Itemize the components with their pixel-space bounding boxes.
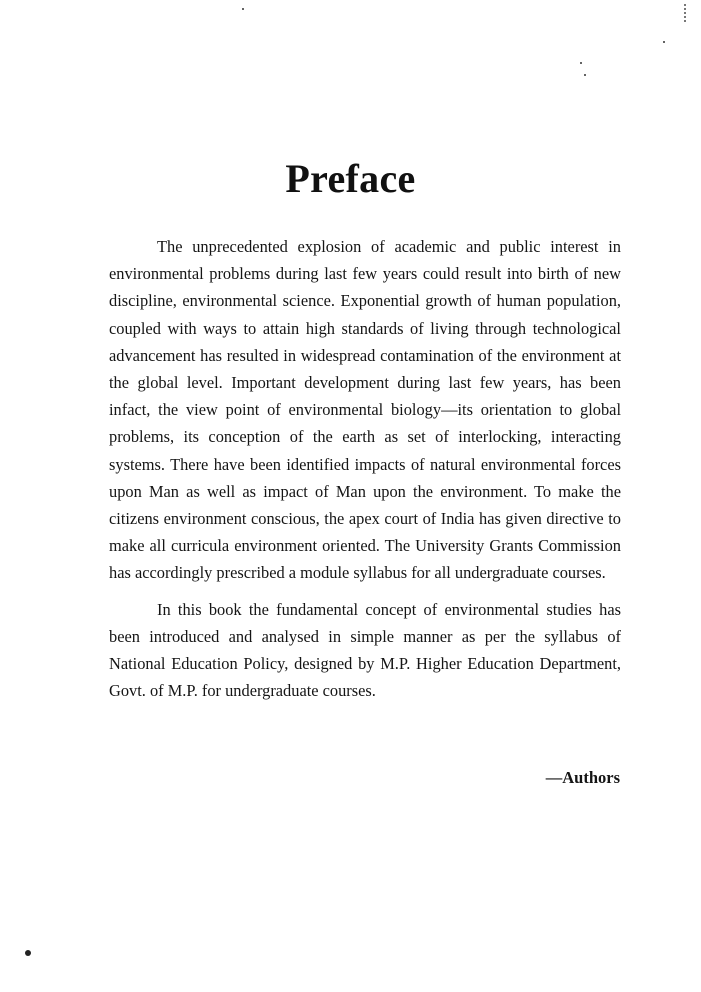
preface-paragraph-2: In this book the fundamental concept of environmental studies has been introduced and analysed in simple manner as per the syllabus of National Education Policy, designed by M.P. Higher Education Department, Govt. of M.P. for undergraduate courses. [109, 599, 621, 701]
scan-speck [580, 62, 582, 64]
scan-speck [584, 74, 586, 76]
preface-body [109, 233, 621, 704]
author-signature: —Authors [545, 768, 620, 787]
scan-speck [242, 8, 244, 10]
page-edge-mark [684, 4, 686, 22]
page-corner-dot [25, 950, 31, 956]
page-title: Preface [285, 156, 416, 201]
preface-paragraph-1: The unprecedented explosion of academic and public interest in environmental problems during last few years could result into birth of new discipline, environmental science. Exponential growth of human population, coupled with ways to attain high standards of living through technological advancement has resulted in widespread contamination of the environment at the global level. Important development during last few years, has been infact, the view point of environmental biology—its orientation to global problems, its conception of the earth as set of interlocking, interacting systems. There have been identified impacts of natural environmental forces upon Man as well as impact of Man upon the environment. To make the citizens environment conscious, the apex court of India has given directive to make all curricula environment oriented. The University Grants Commission has accordingly prescribed a module syllabus for all undergraduate courses. [109, 237, 621, 583]
scan-speck [663, 41, 665, 43]
